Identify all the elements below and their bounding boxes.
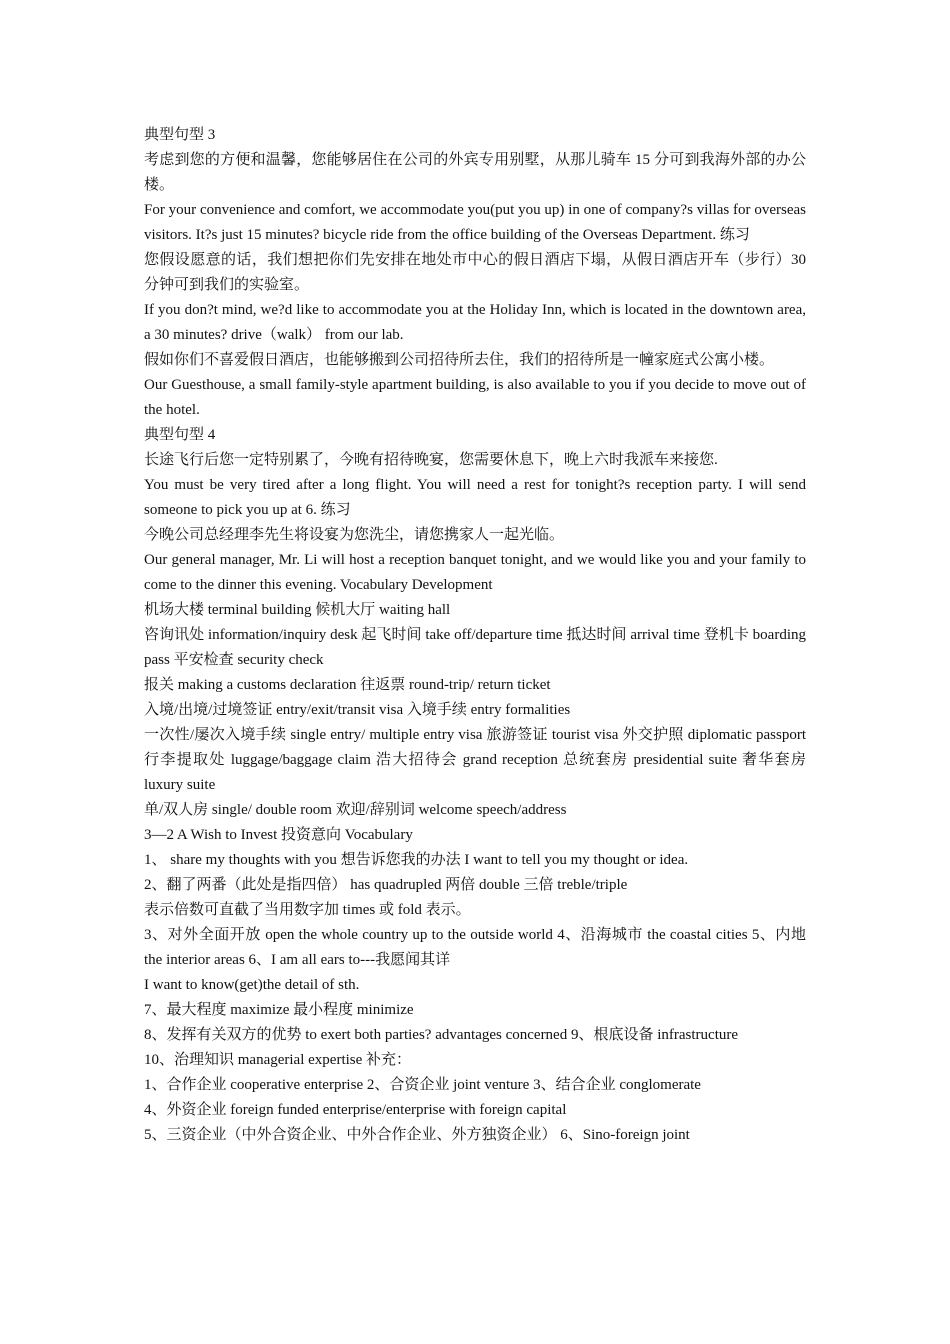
vocabulary-note: I want to know(get)the detail of sth. xyxy=(144,977,360,993)
vocabulary-line: 报关 making a customs declaration 往返票 round-trip/ return ticket xyxy=(144,677,551,693)
paragraph-zh: 长途飞行后您一定特别累了，今晚有招待晚宴，您需要休息下，晚上六时我派车来接您. xyxy=(144,452,718,468)
vocabulary-line: 入境/出境/过境签证 entry/exit/transit visa 入境手续 entry formalities xyxy=(144,702,571,718)
vocabulary-item: 7、最大程度 maximize 最小程度 minimize xyxy=(144,1002,414,1018)
vocabulary-line: 咨询讯处 information/inquiry desk 起飞时间 take off/departure time 抵达时间 arrival time 登机卡 boarding pass 平安检查 security check xyxy=(144,627,806,668)
paragraph-zh: 假如你们不喜爱假日酒店，也能够搬到公司招待所去住，我们的招待所是一幢家庭式公寓小楼。 xyxy=(144,352,775,368)
paragraph-en: For your convenience and comfort, we accommodate you(put you up) in one of company?s villas for overseas visitors. It?s just 15 minutes? bicycle ride from the office building of the Overseas Department. 练习 xyxy=(144,202,806,243)
paragraph-en: Our general manager, Mr. Li will host a reception banquet tonight, and we would like you and your family to come to the dinner this evening. Vocabulary Development xyxy=(144,552,806,593)
vocabulary-item: 5、三资企业（中外合资企业、中外合作企业、外方独资企业） 6、Sino-foreign joint xyxy=(144,1127,690,1143)
vocabulary-line: 机场大楼 terminal building 候机大厅 waiting hall xyxy=(144,602,451,618)
heading-pattern-3: 典型句型 3 xyxy=(144,127,216,143)
vocabulary-note: 表示倍数可直截了当用数字加 times 或 fold 表示。 xyxy=(144,902,471,918)
vocabulary-item: 1、 share my thoughts with you 想告诉您我的办法 I want to tell you my thought or idea. xyxy=(144,852,689,868)
vocabulary-item: 3、对外全面开放 open the whole country up to the outside world 4、沿海城市 the coastal cities 5、内地 the interior areas 6、I am all ears to---我愿闻其详 xyxy=(144,927,806,968)
vocabulary-line: 单/双人房 single/ double room 欢迎/辞别词 welcome speech/address xyxy=(144,802,567,818)
vocabulary-item: 8、发挥有关双方的优势 to exert both parties? advantages concerned 9、根底设备 infrastructure xyxy=(144,1027,739,1043)
vocabulary-item: 10、治理知识 managerial expertise 补充： xyxy=(144,1052,412,1068)
vocabulary-item: 2、翻了两番（此处是指四倍） has quadrupled 两倍 double 三倍 treble/triple xyxy=(144,877,628,893)
document-body xyxy=(144,123,806,1148)
vocabulary-item: 1、合作企业 cooperative enterprise 2、合资企业 joint venture 3、结合企业 conglomerate xyxy=(144,1077,701,1093)
paragraph-en: Our Guesthouse, a small family-style apartment building, is also available to you if you decide to move out of the hotel. xyxy=(144,377,806,418)
vocabulary-line: 一次性/屡次入境手续 single entry/ multiple entry visa 旅游签证 tourist visa 外交护照 diplomatic passport 行李提取处 luggage/baggage claim 浩大招待会 grand reception 总统套房 presidential suite 奢华套房 luxury suite xyxy=(144,727,806,793)
section-heading: 3—2 A Wish to Invest 投资意向 Vocabulary xyxy=(144,827,413,843)
paragraph-en: If you don?t mind, we?d like to accommodate you at the Holiday Inn, which is located in the downtown area, a 30 minutes? drive（walk） from our lab. xyxy=(144,302,806,343)
paragraph-zh: 今晚公司总经理李先生将设宴为您洗尘，请您携家人一起光临。 xyxy=(144,527,565,543)
paragraph-zh: 考虑到您的方便和温馨，您能够居住在公司的外宾专用别墅，从那儿骑车 15 分可到我海外部的办公楼。 xyxy=(144,152,806,193)
paragraph-en: You must be very tired after a long flight. You will need a rest for tonight?s reception party. I will send someone to pick you up at 6. 练习 xyxy=(144,477,806,518)
vocabulary-item: 4、外资企业 foreign funded enterprise/enterprise with foreign capital xyxy=(144,1102,567,1118)
heading-pattern-4: 典型句型 4 xyxy=(144,427,216,443)
paragraph-zh: 您假设愿意的话，我们想把你们先安排在地处市中心的假日酒店下塌，从假日酒店开车（步行）30 分钟可到我们的实验室。 xyxy=(144,252,806,293)
